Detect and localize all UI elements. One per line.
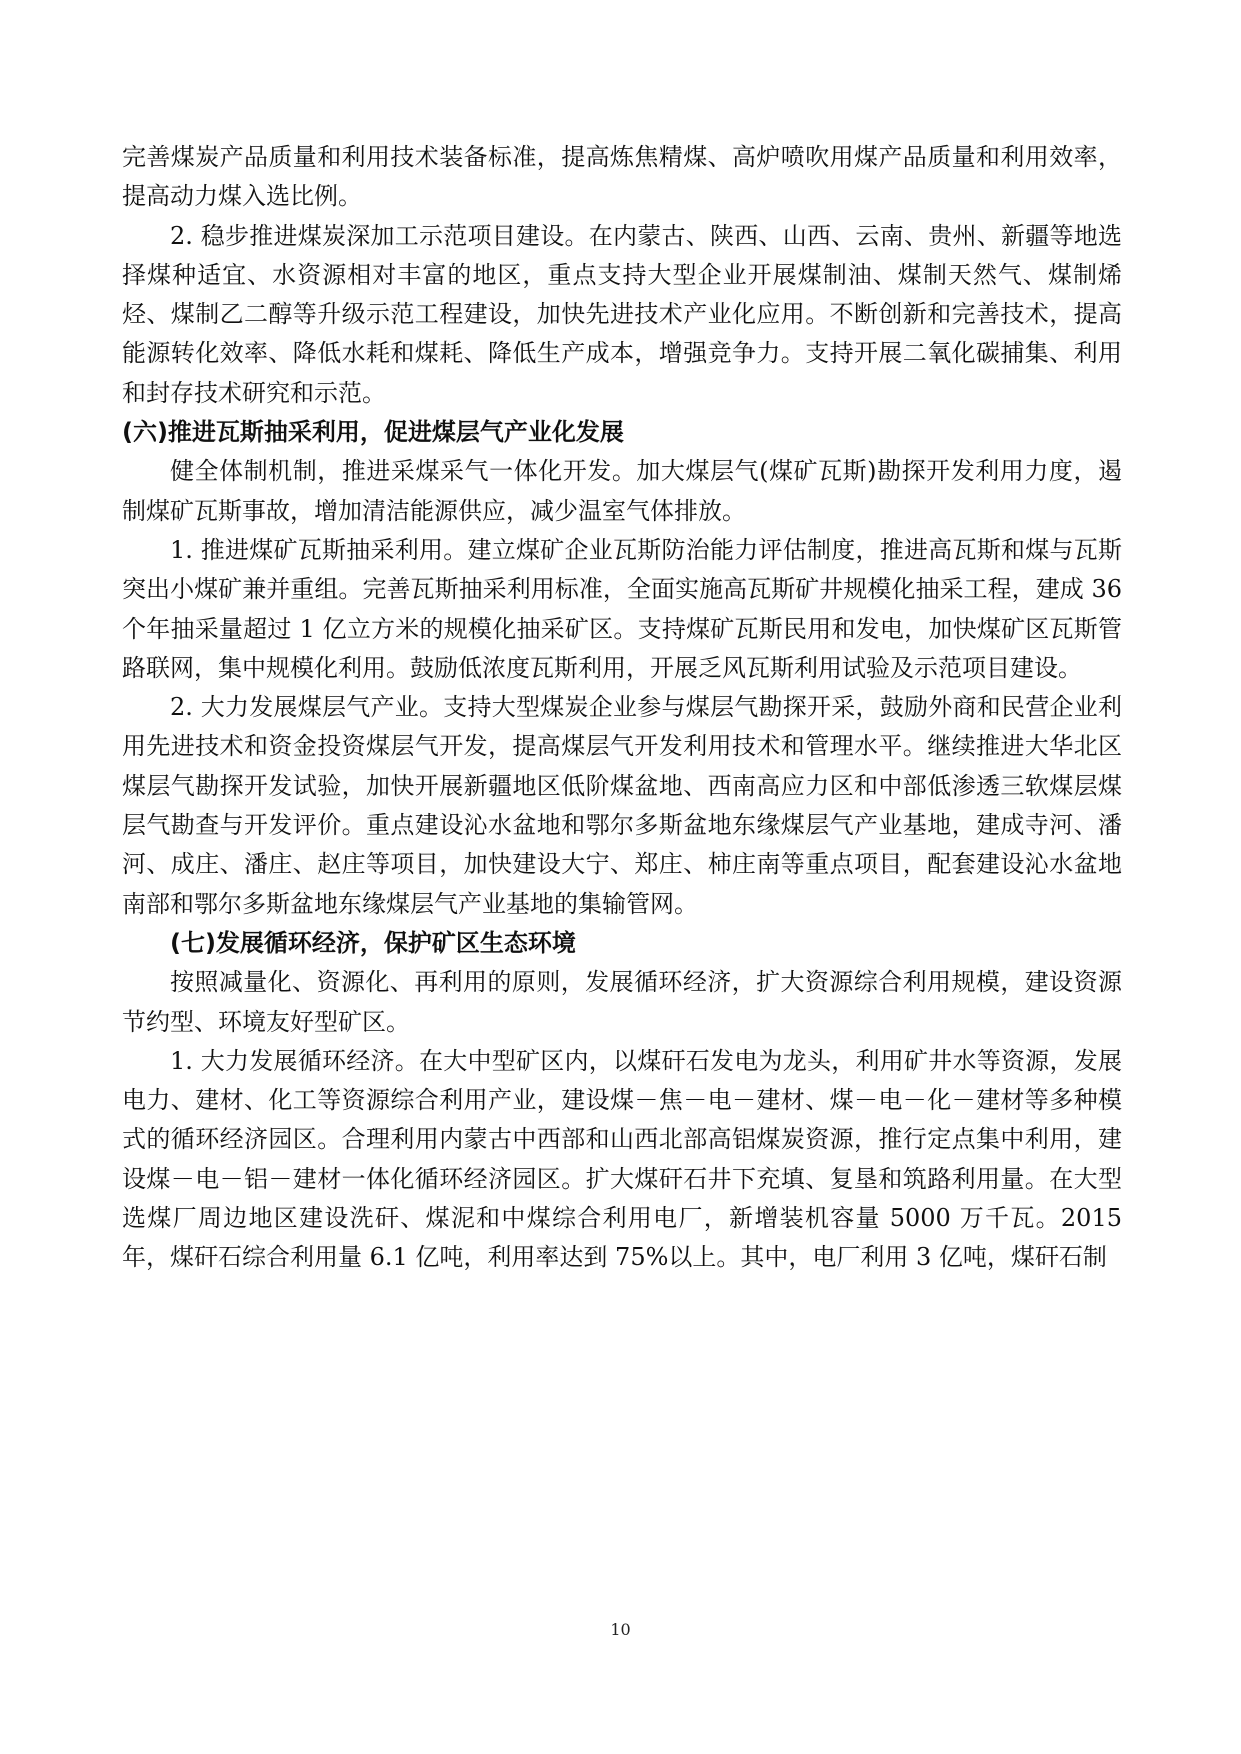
section-heading: (六)推进瓦斯抽采利用，促进煤层气产业化发展 — [122, 418, 624, 447]
page-number: 10 — [610, 1620, 631, 1639]
section-heading: (七)发展循环经济，保护矿区生态环境 — [170, 928, 576, 957]
paragraph: 1. 推进煤矿瓦斯抽采利用。建立煤矿企业瓦斯防治能力评估制度，推进高瓦斯和煤与瓦斯突出小煤矿兼并重组。完善瓦斯抽采利用标准，全面实施高瓦斯矿井规模化抽采工程，建成 36 个年抽采量超过 1 亿立方米的规模化抽采矿区。支持煤矿瓦斯民用和发电，加快煤矿区瓦斯管路联网，集中规模化利用。鼓励低浓度瓦斯利用，开展乏风瓦斯利用试验及示范项目建设。 — [122, 535, 1122, 682]
paragraph: 2. 稳步推进煤炭深加工示范项目建设。在内蒙古、陕西、山西、云南、贵州、新疆等地选择煤种适宜、水资源相对丰富的地区，重点支持大型企业开展煤制油、煤制天然气、煤制烯烃、煤制乙二醇等升级示范工程建设，加快先进技术产业化应用。不断创新和完善技术，提高能源转化效率、降低水耗和煤耗、降低生产成本，增强竞争力。支持开展二氧化碳捕集、利用和封存技术研究和示范。 — [122, 221, 1122, 407]
paragraph: 按照减量化、资源化、再利用的原则，发展循环经济，扩大资源综合利用规模，建设资源节约型、环境友好型矿区。 — [122, 968, 1122, 1036]
paragraph: 完善煤炭产品质量和利用技术装备标准，提高炼焦精煤、高炉喷吹用煤产品质量和利用效率，提高动力煤入选比例。 — [122, 143, 1122, 211]
paragraph: 健全体制机制，推进采煤采气一体化开发。加大煤层气(煤矿瓦斯)勘探开发利用力度，遏制煤矿瓦斯事故，增加清洁能源供应，减少温室气体排放。 — [122, 457, 1122, 525]
document-body — [122, 138, 1122, 1278]
paragraph: 2. 大力发展煤层气产业。支持大型煤炭企业参与煤层气勘探开采，鼓励外商和民营企业利用先进技术和资金投资煤层气开发，提高煤层气开发利用技术和管理水平。继续推进大华北区煤层气勘探开发试验，加快开展新疆地区低阶煤盆地、西南高应力区和中部低渗透三软煤层煤层气勘查与开发评价。重点建设沁水盆地和鄂尔多斯盆地东缘煤层气产业基地，建成寺河、潘河、成庄、潘庄、赵庄等项目，加快建设大宁、郑庄、柿庄南等重点项目，配套建设沁水盆地南部和鄂尔多斯盆地东缘煤层气产业基地的集输管网。 — [122, 693, 1122, 918]
paragraph: 1. 大力发展循环经济。在大中型矿区内，以煤矸石发电为龙头，利用矿井水等资源，发展电力、建材、化工等资源综合利用产业，建设煤－焦－电－建材、煤－电－化－建材等多种模式的循环经济园区。合理利用内蒙古中西部和山西北部高铝煤炭资源，推行定点集中利用，建设煤－电－铝－建材一体化循环经济园区。扩大煤矸石井下充填、复垦和筑路利用量。在大型选煤厂周边地区建设洗矸、煤泥和中煤综合利用电厂，新增装机容量 5000 万千瓦。2015 年，煤矸石综合利用量 6.1 亿吨，利用率达到 75%以上。其中，电厂利用 3 亿吨，煤矸石制 — [122, 1046, 1122, 1272]
